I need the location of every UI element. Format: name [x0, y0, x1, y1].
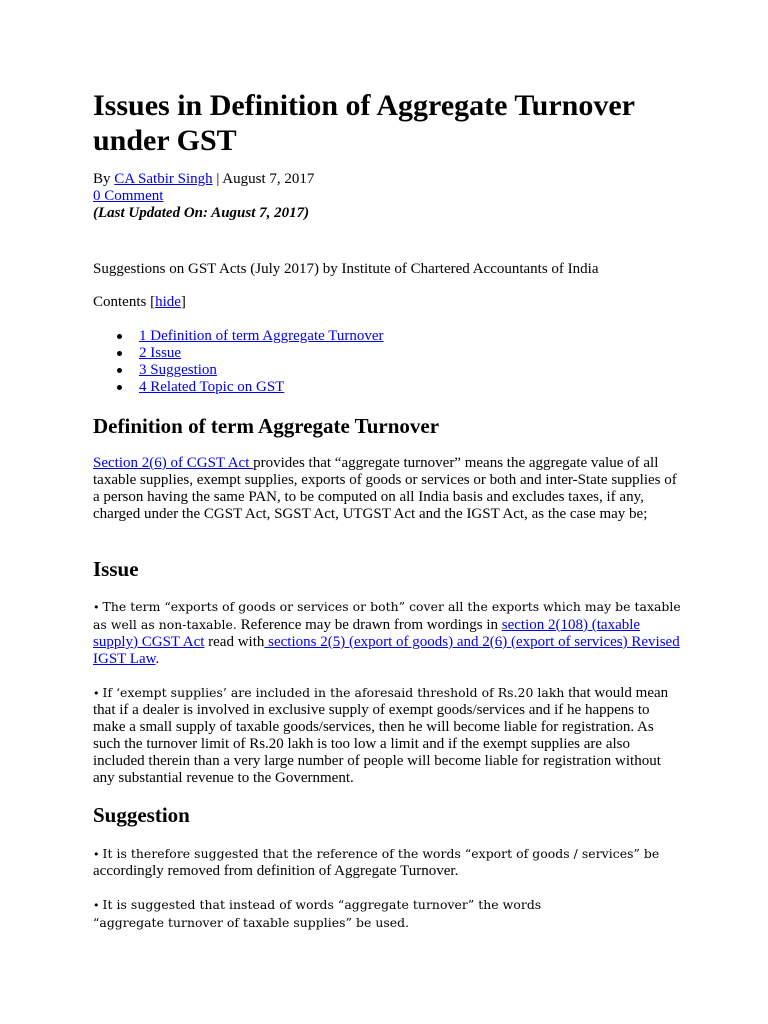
bullet-icon [117, 351, 122, 356]
section-heading-suggestion: Suggestion [93, 803, 190, 827]
publish-date: | August 7, 2017 [212, 171, 315, 187]
suggestion-2-text: It is suggested that instead of words “aggregate turnover” the words “aggregate turnover of taxable supplies” be used. [93, 897, 542, 930]
comments-link[interactable]: 0 Comment [93, 188, 164, 204]
byline [93, 171, 314, 222]
toc-item [93, 345, 384, 362]
bullet-icon: • [93, 687, 100, 700]
definition-paragraph [93, 455, 683, 523]
byline-author-row [93, 171, 314, 188]
issue-1-text-b: Reference may be drawn from wordings in [236, 617, 502, 633]
bullet-icon [117, 368, 122, 373]
igst-sections-link[interactable]: sections 2(5) (export of goods) and 2(6) (export of services) Revised IGST Law [93, 634, 680, 667]
issue-1-text-a: The term “exports of goods or services or both” cover all the exports which may be taxable as well as non-taxable. [93, 599, 681, 632]
issue-1-text-c: read with [204, 634, 265, 650]
section-heading-issue: Issue [93, 557, 139, 581]
toc-item [93, 362, 384, 379]
toc-item [93, 328, 384, 345]
suggestion-1-text-b: accordingly removed from definition of Aggregate Turnover. [93, 863, 459, 879]
issue-1-text-d: . [155, 651, 160, 667]
contents-label: Contents [ [93, 294, 156, 310]
intro-text: Suggestions on GST Acts (July 2017) by Institute of Chartered Accountants of India [93, 261, 599, 277]
bullet-icon [117, 334, 122, 339]
toc-link-related-topic[interactable]: 4 Related Topic on GST [139, 379, 285, 395]
cgst-section-2-6-link[interactable]: Section 2(6) of CGST Act [93, 455, 254, 471]
bullet-icon [117, 385, 122, 390]
byline-prefix: By [93, 171, 115, 187]
definition-text: provides that “aggregate turnover” means the aggregate value of all taxable supplies, exempt supplies, exports of goods or services or both and inter-State supplies of a person having the same PAN, to be computed on all India basis and excludes taxes, if any, charged under the CGST Act, SGST Act, UTGST Act and the IGST Act, as the case may be; [93, 455, 677, 522]
issue-2-text-b: that would mean that if a dealer is involved in exclusive supply of exempt goods/services and if he happens to make a small supply of taxable goods/services, then he will become liable for registration. As such the turnover limit of Rs.20 lakh is too low a limit and if the exempt supplies are also included therein than a very large number of people will become liable for registration without any substantial revenue to the Government. [93, 685, 669, 786]
issue-paragraph-1 [93, 598, 683, 668]
toc-item [93, 379, 384, 396]
suggestion-paragraph-2 [93, 896, 613, 931]
contents-bracket-close: ] [180, 294, 186, 310]
bullet-icon: • [93, 848, 100, 861]
contents-header [93, 294, 186, 311]
issue-2-text-a: If ‘exempt supplies’ are included in the aforesaid threshold of Rs.20 lakh [102, 685, 565, 700]
bullet-icon: • [93, 601, 100, 614]
cgst-section-2-108-link[interactable]: section 2(108) (taxable supply) CGST Act [93, 617, 641, 650]
comments-row [93, 188, 314, 205]
last-updated: (Last Updated On: August 7, 2017) [93, 205, 310, 221]
toc-link-issue[interactable]: 2 Issue [139, 345, 182, 361]
last-updated-row [93, 205, 314, 222]
author-link[interactable]: CA Satbir Singh [114, 171, 213, 187]
contents-hide-toggle[interactable]: hide [155, 294, 181, 310]
toc-link-definition[interactable]: 1 Definition of term Aggregate Turnover [139, 328, 384, 344]
suggestion-1-text-a: It is therefore suggested that the reference of the words “export of goods / services” be [102, 846, 660, 861]
table-of-contents [93, 328, 384, 396]
article-title: Issues in Definition of Aggregate Turnover under GST [93, 89, 635, 157]
suggestion-paragraph-1 [93, 845, 683, 880]
bullet-icon: • [93, 899, 100, 912]
section-heading-definition: Definition of term Aggregate Turnover [93, 414, 440, 438]
issue-paragraph-2 [93, 684, 683, 787]
toc-link-suggestion[interactable]: 3 Suggestion [139, 362, 217, 378]
